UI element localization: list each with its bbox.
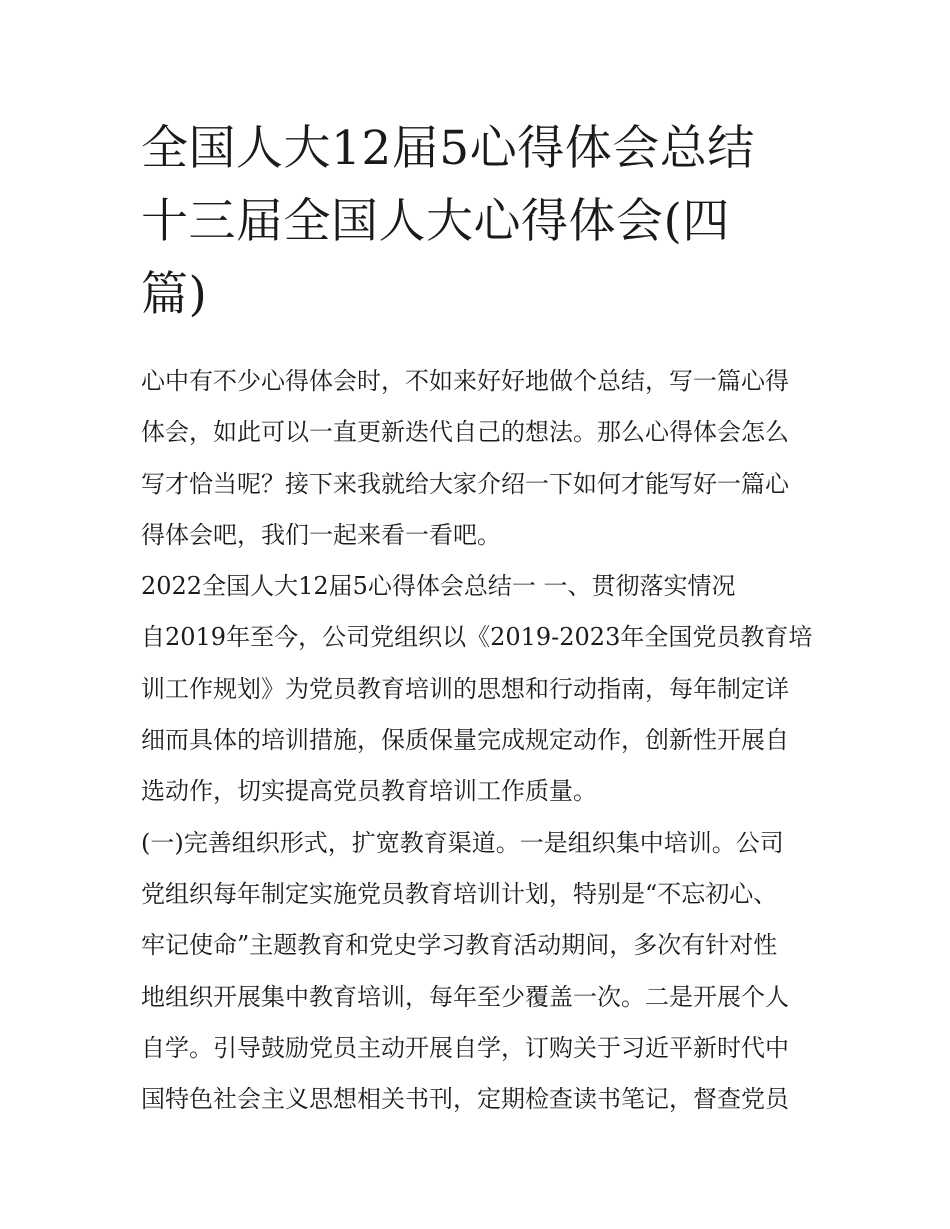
title-line: 篇) (141, 267, 208, 322)
body-line: (一)完善组织形式，扩宽教育渠道。一是组织集中培训。公司 (141, 828, 784, 857)
body-line: 得体会吧，我们一起来看一看吧。 (141, 520, 501, 549)
body-line: 国特色社会主义思想相关书刊，定期检查读书笔记，督查党员 (141, 1085, 789, 1114)
title-line: 全国人大12届5心得体会总结 (141, 121, 755, 176)
body-line: 细而具体的培训措施，保质保量完成规定动作，创新性开展自 (141, 726, 789, 755)
body-line: 牢记使命”主题教育和党史学习教育活动期间，多次有针对性 (141, 931, 778, 960)
body-line: 训工作规划》为党员教育培训的思想和行动指南，每年制定详 (141, 674, 789, 703)
body-line: 心中有不少心得体会时，不如来好好地做个总结，写一篇心得 (141, 367, 789, 395)
title-line: 十三届全国人大心得体会(四 (141, 194, 730, 249)
body-line: 自2019年至今，公司党组织以《2019-2023年全国党员教育培 (141, 623, 813, 652)
body-line: 自学。引导鼓励党员主动开展自学，订购关于习近平新时代中 (141, 1033, 789, 1062)
section-heading-line: 2022全国人大12届5心得体会总结一 一、贯彻落实情况 (141, 572, 736, 601)
document-title (141, 112, 821, 331)
body-line: 体会，如此可以一直更新迭代自己的想法。那么心得体会怎么 (141, 418, 789, 447)
body-line: 选动作，切实提高党员教育培训工作质量。 (141, 777, 597, 806)
body-line: 党组织每年制定实施党员教育培训计划，特别是“不忘初心、 (141, 879, 778, 908)
body-line: 写才恰当呢？接下来我就给大家介绍一下如何才能写好一篇心 (141, 469, 789, 498)
document-body (141, 356, 821, 1125)
body-line: 地组织开展集中教育培训，每年至少覆盖一次。二是开展个人 (141, 982, 789, 1011)
